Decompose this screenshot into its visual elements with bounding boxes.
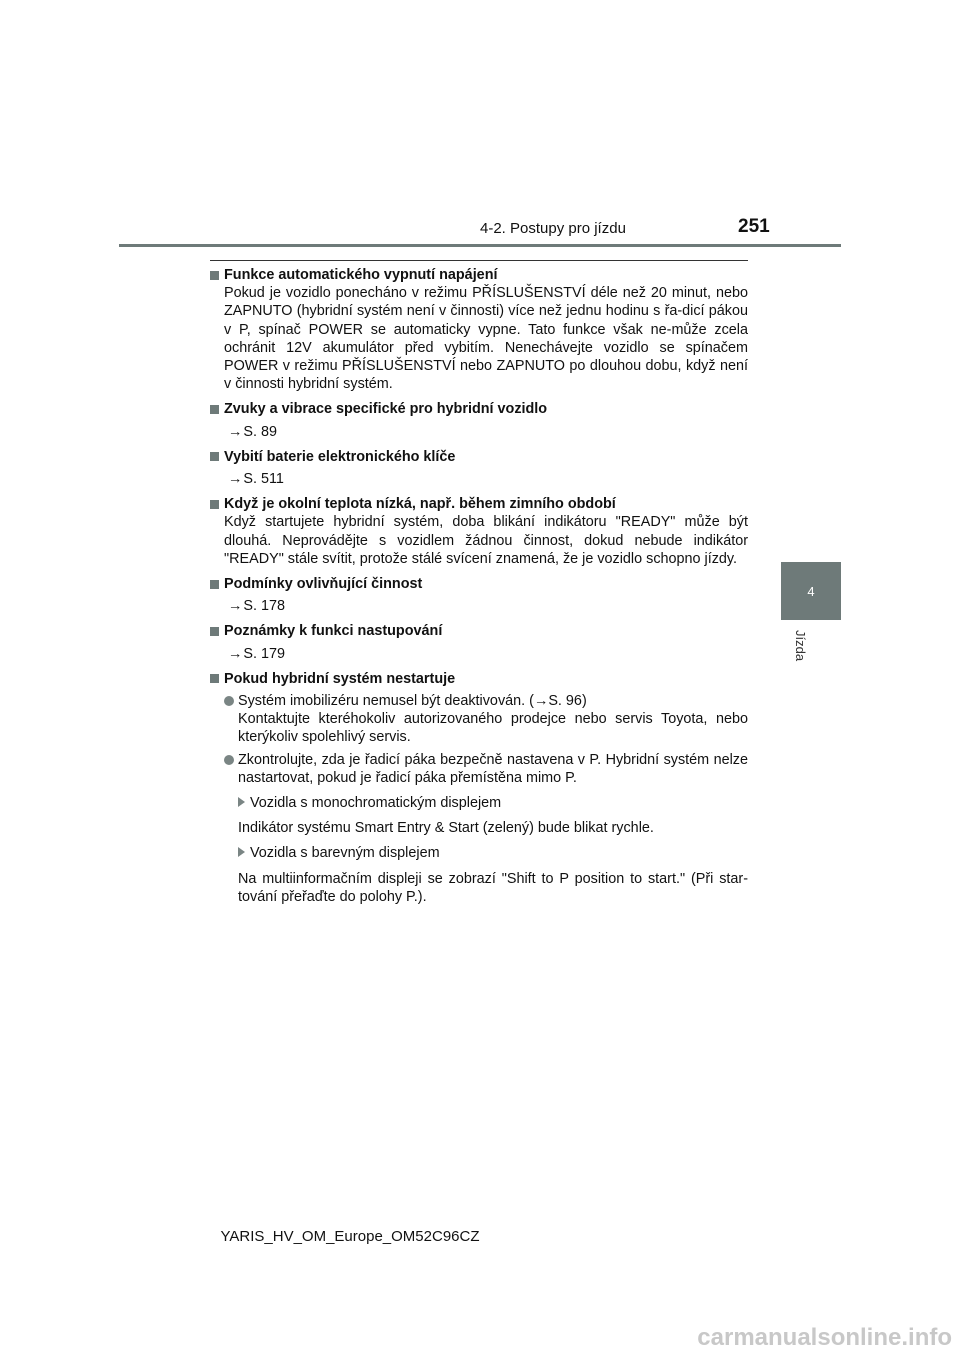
- watermark-text: carmanualsonline.info: [697, 1324, 952, 1351]
- page-content: [210, 266, 748, 913]
- round-bullet-icon: [224, 755, 234, 765]
- triangle-bullet-icon: [238, 847, 245, 857]
- arrow-right-icon: →: [228, 423, 243, 440]
- bullet-text-part: ): [581, 693, 587, 710]
- section-heading-text: Pokud hybridní systém nestartuje: [224, 670, 456, 687]
- section-heading-text: Vybití baterie elektronického klíče: [224, 448, 456, 465]
- arrow-right-icon: →: [533, 693, 549, 710]
- section-low-temperature: [210, 495, 748, 568]
- arrow-right-icon: →: [228, 471, 243, 488]
- sub-item-body: Indikátor systému Smart Entry & Start (zelený) bude blikat rychle.: [238, 820, 654, 837]
- square-bullet-icon: [210, 627, 219, 636]
- section-body: Pokud je vozidlo ponecháno v režimu PŘÍSLUŠENSTVÍ déle než 20 minut, nebo ZAPNUTO (hybridní systém není v činnosti) více než jednu hodinu s řa-dicí pákou v P, spínač POWER se automaticky vypne. Tato funkce však ne-může zcela ochránit 12V akumulátor před vybitím. Nenechávejte vozidlo se spínačem POWER v režimu PŘÍSLUŠENSTVÍ nebo ZAPNUTO po dlouhou dobu, když není v činnosti hybridní systém.: [224, 285, 748, 393]
- page-reference[interactable]: [210, 645, 748, 663]
- bullet-item-shift-lever: [210, 751, 748, 787]
- bullet-text: [238, 692, 748, 747]
- page-reference[interactable]: [210, 423, 748, 441]
- square-bullet-icon: [210, 674, 219, 683]
- page-number: 251: [738, 216, 770, 237]
- section-heading: [210, 400, 748, 418]
- section-heading: [210, 575, 748, 593]
- bullet-text-part: Systém imobilizéru nemusel být deaktivován. (: [238, 693, 534, 710]
- section-hybrid-sounds: [210, 400, 748, 440]
- section-operating-conditions: [210, 575, 748, 615]
- section-body: Když startujete hybridní systém, doba blikání indikátoru "READY" může být dlouhá. Neprovádějte s vozidlem žádnou činnost, dokud nebude indikátor "READY" stále svítit, protože stálé svícení znamená, že je vozidlo schopno jízdy.: [224, 514, 748, 567]
- section-heading: [210, 448, 748, 466]
- section-heading-text: Podmínky ovlivňující činnost: [224, 576, 423, 593]
- chapter-tab-label: Jízda: [793, 630, 808, 662]
- page-reference-text: S. 89: [243, 423, 277, 440]
- section-heading-text: Poznámky k funkci nastupování: [224, 623, 443, 640]
- arrow-right-icon: →: [228, 645, 243, 662]
- section-system-wont-start: [210, 670, 748, 906]
- document-footer-code: YARIS_HV_OM_Europe_OM52C96CZ: [220, 1228, 480, 1245]
- square-bullet-icon: [210, 405, 219, 414]
- square-bullet-icon: [210, 580, 219, 589]
- section-heading: [210, 495, 748, 513]
- section-heading: [210, 622, 748, 640]
- section-heading-text: Když je okolní teplota nízká, např. během zimního období: [224, 496, 616, 513]
- section-key-battery: [210, 448, 748, 488]
- bullet-item-immobilizer: [210, 692, 748, 747]
- section-heading: [210, 266, 748, 284]
- page-reference[interactable]: [210, 470, 748, 488]
- page-reference[interactable]: [210, 597, 748, 615]
- page-reference-text: S. 511: [243, 471, 284, 488]
- arrow-right-icon: →: [228, 598, 243, 615]
- section-auto-power-off: [210, 266, 748, 393]
- sub-item-title-text: Vozidla s barevným displejem: [250, 845, 440, 862]
- page-reference-text[interactable]: S. 96: [548, 693, 582, 710]
- round-bullet-icon: [224, 696, 234, 706]
- section-heading: [210, 670, 748, 688]
- square-bullet-icon: [210, 500, 219, 509]
- square-bullet-icon: [210, 452, 219, 461]
- page-reference-text: S. 179: [243, 645, 285, 662]
- chapter-tab-number: 4: [807, 583, 815, 599]
- triangle-bullet-icon: [238, 797, 245, 807]
- header-rule: [119, 244, 841, 247]
- sub-item-title: [210, 794, 748, 812]
- page-reference-text: S. 178: [243, 598, 285, 615]
- section-heading-text: Funkce automatického vypnutí napájení: [224, 267, 498, 283]
- sub-item-body: Na multiinformačním displeji se zobrazí "Shift to P position to start." (Při star-tování přeřaďte do polohy P.).: [238, 870, 748, 905]
- chapter-tab: [781, 562, 841, 620]
- section-heading-text: Zvuky a vibrace specifické pro hybridní vozidlo: [224, 401, 548, 418]
- bullet-text: Zkontrolujte, zda je řadicí páka bezpečně nastavena v P. Hybridní systém nelze nastartovat, pokud je řadicí páka přemístěna mimo P.: [238, 751, 748, 786]
- section-entry-notes: [210, 622, 748, 662]
- sub-item-title: [210, 844, 748, 862]
- sub-item-title-text: Vozidla s monochromatickým displejem: [250, 795, 502, 812]
- square-bullet-icon: [210, 271, 219, 280]
- bullet-text-part: Kontaktujte kteréhokoliv autorizovaného prodejce nebo servis Toyota, nebo kterýkoliv spolehlivý servis.: [238, 711, 748, 746]
- section-header-title: 4-2. Postupy pro jízdu: [480, 220, 626, 237]
- content-top-rule: [210, 260, 748, 261]
